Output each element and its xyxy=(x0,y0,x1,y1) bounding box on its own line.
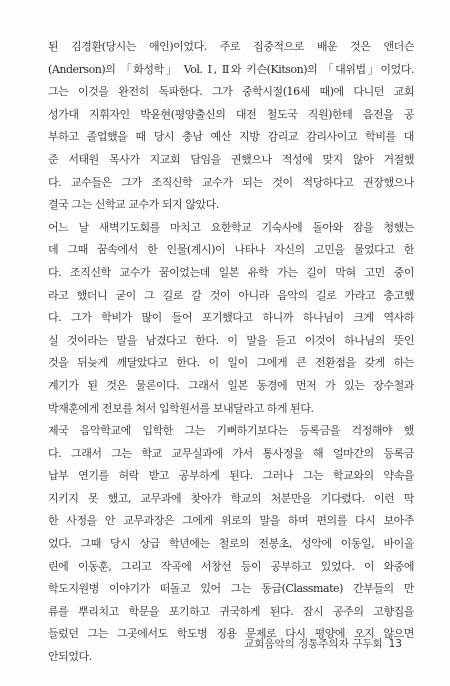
text-line: 류를 뿌리치고 학문을 포기하고 귀국하게 된다. 잠시 공주의 고향집을 xyxy=(48,604,414,618)
text-line: 실 것이라는 말을 남겼다고 한다. 이 말을 듣고 이것이 하나님의 뜻인 xyxy=(48,333,414,347)
text-line: 납부 연기를 허락 받고 공부하게 된다. 그러나 그는 학교와의 약속을 xyxy=(48,469,414,483)
text-line: 지키지 못 했고, 교무과에 찾아가 학교의 처분만을 기다렸다. 이런 딱 xyxy=(48,491,414,505)
text-line: 다. 조직신학 교수가 꿈이었는데 일본 유학 가는 길이 막혀 고민 중이 xyxy=(48,265,414,279)
page-number: 13 xyxy=(388,638,402,650)
page-footer xyxy=(244,636,402,651)
text-line: 부하고 졸업했을 때 당시 충남 예산 지방 감리교 감리사이고 학비를 대 xyxy=(48,130,414,144)
text-line: 들렀던 그는 그곳에서도 학도병 징용 문제로 다시 평양에 오지 않으면 xyxy=(48,627,414,641)
text-line: 학도지원병 이야기가 떠돌고 있어 그는 동급(Classmate) 간부들의 만 xyxy=(48,582,414,596)
text-line: 린에 이동훈, 그리고 작곡에 서창선 등이 공부하고 있었다. 이 와중에 xyxy=(48,559,414,573)
text-line: 결국 그는 신학교 교수가 되지 않았다. xyxy=(48,198,219,212)
text-line: 어느 날 새벽기도회를 마치고 요한학교 기숙사에 돌아와 잠을 청했는 xyxy=(48,220,414,234)
text-line: 다. 교수들은 그가 조직신학 교수가 되는 것이 적당하다고 권장했으나 xyxy=(48,175,414,189)
text-line: 한 사정을 안 교무과장은 그에게 위로의 말을 하며 편의를 다시 보아주 xyxy=(48,514,414,528)
text-line: 안되었다. xyxy=(48,650,92,664)
text-line: 계기가 된 것은 물론이다. 그래서 일본 동경에 먼저 가 있는 장수철과 xyxy=(48,378,414,392)
text-line: 것을 뒤늦게 깨달았다고 한다. 이 일이 그에게 큰 전환점을 갖게 하는 xyxy=(48,356,414,370)
text-line: 었다. 그때 당시 상급 학년에는 철로의 전봉초, 성악에 이동일, 바이올 xyxy=(48,537,414,551)
text-line: 준 서태원 목사가 지교회 담임을 권했으나 적성에 맞지 않아 거절했 xyxy=(48,152,414,166)
text-line: 된 김경환(당시는 애인)이었다. 주로 집중적으로 배운 것은 앤더슨 xyxy=(48,40,414,53)
text-line: 데 그때 꿈속에서 한 인물(계시)이 나타나 자신의 고민을 물었다고 한 xyxy=(48,243,414,257)
text-line: 라고 했더니 굳이 그 길로 갈 것이 아니라 음악의 길로 가라고 충고했 xyxy=(48,288,414,302)
text-line: 다. 그래서 그는 학교 교무실과에 가서 통사정을 해 얼마간의 등록금 xyxy=(48,446,414,460)
text-line: 다. 그가 학비가 많이 들어 포기했다고 하니까 하나님이 크게 역사하 xyxy=(48,311,414,325)
text-line: 그는 이것을 완전히 독파한다. 그가 중학시절(16세 때)에 다니던 교회 xyxy=(48,85,414,99)
text-line: (Anderson)의 「화성학」 Vol. Ⅰ, Ⅱ와 키슨(Kitson)의 「대위법」이었다. xyxy=(48,62,414,76)
text-line: 제국 음악학교에 입학한 그는 기뻐하기보다는 등록금을 걱정해야 했 xyxy=(48,424,414,438)
text-line: 성가대 지휘자인 박윤현(평양출신의 대전 철도국 직원)한테 음전을 공 xyxy=(48,107,414,121)
running-title: 교회음악의 정통주의자 구두회 xyxy=(244,638,383,650)
text-line: 박재훈에게 전보를 쳐서 입학원서를 보내달라고 하게 된다. xyxy=(48,401,314,415)
body-text xyxy=(48,36,414,669)
